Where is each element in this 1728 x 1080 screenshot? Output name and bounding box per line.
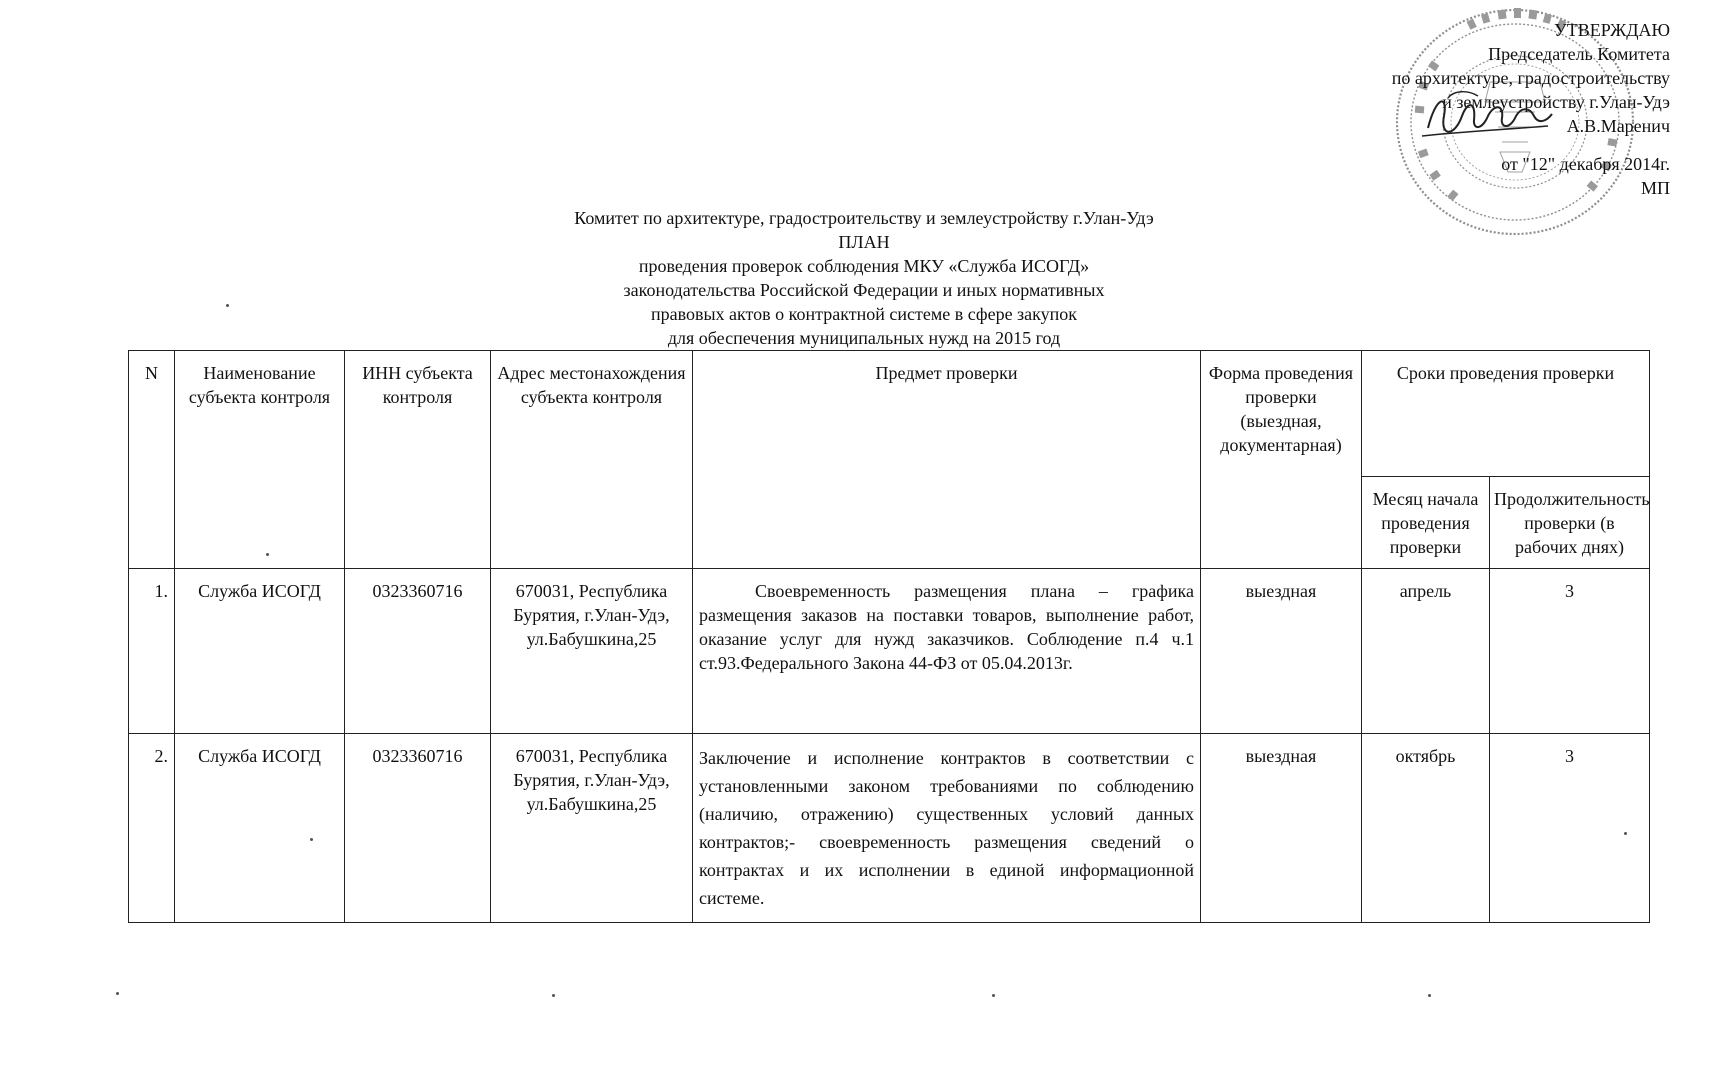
row-num: 2. bbox=[129, 734, 175, 923]
title-line3: проведения проверок соблюдения МКУ «Служба ИСОГД» bbox=[638, 256, 1090, 276]
approval-stamp-place: МП bbox=[1640, 178, 1670, 198]
header-inn: ИНН субъекта контроля bbox=[345, 351, 491, 569]
scan-speck bbox=[226, 304, 229, 307]
row-num: 1. bbox=[129, 569, 175, 734]
header-terms: Сроки проведения проверки bbox=[1362, 351, 1650, 477]
row-month: апрель bbox=[1362, 569, 1490, 734]
header-name: Наименование субъекта контроля bbox=[175, 351, 345, 569]
approval-position-line2: по архитектуре, градостроительству bbox=[1391, 68, 1670, 88]
row-inn: 0323360716 bbox=[345, 734, 491, 923]
header-subject: Предмет проверки bbox=[693, 351, 1201, 569]
scan-speck bbox=[1624, 832, 1627, 835]
header-duration: Продолжительность проверки (в рабочих днях) bbox=[1490, 477, 1650, 569]
scan-speck bbox=[552, 994, 555, 997]
row-form: выездная bbox=[1201, 734, 1362, 923]
scan-speck bbox=[310, 838, 313, 841]
table-row bbox=[129, 734, 1650, 923]
title-line5: правовых актов о контрактной системе в сфере закупок bbox=[650, 304, 1078, 324]
row-name: Служба ИСОГД bbox=[175, 569, 345, 734]
inspection-plan-table bbox=[128, 350, 1650, 923]
approval-signatory: А.В.Маренич bbox=[1566, 116, 1670, 136]
row-subject: Своевременность размещения плана – графика размещения заказов на поставки товаров, выполнение работ, оказание услуг для нужд заказчиков. Соблюдение п.4 ч.1 ст.93.Федерального Закона 44-ФЗ от 05.04.2013г. bbox=[693, 569, 1201, 734]
table-header-row bbox=[129, 351, 1650, 477]
scan-speck bbox=[266, 553, 269, 556]
title-plan: ПЛАН bbox=[838, 232, 890, 252]
row-duration: 3 bbox=[1490, 734, 1650, 923]
approval-position-line1: Председатель Комитета bbox=[1488, 44, 1670, 64]
header-num: N bbox=[129, 351, 175, 569]
row-month: октябрь bbox=[1362, 734, 1490, 923]
row-address: 670031, Республика Бурятия, г.Улан-Удэ, ул.Бабушкина,25 bbox=[491, 734, 693, 923]
title-line4: законодательства Российской Федерации и иных нормативных bbox=[623, 280, 1105, 300]
title-organization: Комитет по архитектуре, градостроительству и землеустройству г.Улан-Удэ bbox=[574, 208, 1154, 228]
title-line6: для обеспечения муниципальных нужд на 2015 год bbox=[667, 328, 1061, 348]
signature bbox=[1418, 86, 1558, 146]
row-subject: Заключение и исполнение контрактов в соответствии с установленными законом требованиями по соблюдению (наличию, отражению) существенных условий данных контрактов;- своевременность размещения сведений о контрактах и их исполнении в единой информационной системе. bbox=[693, 734, 1201, 923]
scan-speck bbox=[116, 992, 119, 995]
row-inn: 0323360716 bbox=[345, 569, 491, 734]
row-duration: 3 bbox=[1490, 569, 1650, 734]
approval-heading: УТВЕРЖДАЮ bbox=[1553, 20, 1670, 40]
header-address: Адрес местонахождения субъекта контроля bbox=[491, 351, 693, 569]
scan-speck bbox=[992, 994, 995, 997]
row-address: 670031, Республика Бурятия, г.Улан-Удэ, ул.Бабушкина,25 bbox=[491, 569, 693, 734]
row-name: Служба ИСОГД bbox=[175, 734, 345, 923]
header-month: Месяц начала проведения проверки bbox=[1362, 477, 1490, 569]
scan-speck bbox=[1428, 994, 1431, 997]
approval-date: от "12" декабря 2014г. bbox=[1501, 154, 1670, 174]
header-form: Форма проведения проверки (выездная, документарная) bbox=[1201, 351, 1362, 569]
table-row bbox=[129, 569, 1650, 734]
approval-position-line3: и землеустройству г.Улан-Удэ bbox=[1442, 92, 1670, 112]
row-form: выездная bbox=[1201, 569, 1362, 734]
